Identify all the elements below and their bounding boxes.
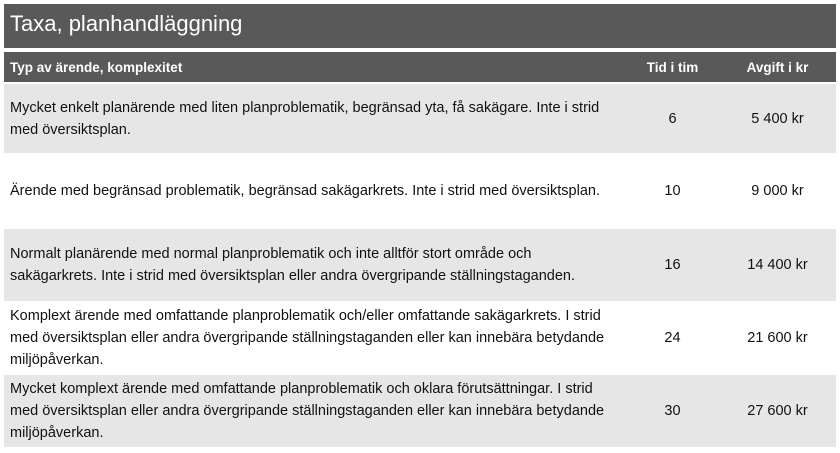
- cell-time: 24: [664, 330, 681, 346]
- header-fee: Avgift i kr: [746, 59, 809, 75]
- cell-type: Komplext ärende med omfattande planproblematik och/eller omfattande sakägarkrets. I strid med översiktsplan eller andra övergripande ställningstaganden eller kan innebära betydande miljöpåverkan.: [10, 308, 605, 368]
- table-row: [4, 82, 836, 153]
- cell-type: Normalt planärende med normal planproblematik och inte alltför stort område och sakägarkrets. Inte i strid med översiktsplan eller andra övergripande ställningstaganden.: [10, 246, 576, 284]
- table-row: [4, 301, 836, 373]
- cell-time: 6: [668, 110, 677, 127]
- cell-fee: 27 600 kr: [747, 403, 808, 419]
- table-title: Taxa, planhandläggning: [4, 4, 836, 48]
- header-type: Typ av ärende, komplexitet: [10, 59, 183, 75]
- cell-fee: 21 600 kr: [747, 330, 808, 346]
- cell-type: Mycket enkelt planärende med liten planproblematik, begränsad yta, få sakägare. Inte i strid med översiktsplan.: [10, 99, 600, 138]
- fee-table-container: [4, 4, 836, 447]
- cell-type: Ärende med begränsad problematik, begränsad sakägarkrets. Inte i strid med översiktsplan.: [10, 183, 600, 199]
- header-time: Tid i tim: [646, 59, 699, 75]
- table-row: [4, 153, 836, 227]
- cell-fee: 14 400 kr: [747, 257, 808, 273]
- cell-time: 30: [664, 403, 681, 419]
- cell-type: Mycket komplext ärende med omfattande planproblematik och oklara förutsättningar. I strid med översiktsplan eller andra övergripande ställningstaganden eller kan innebära betydande miljöpåverkan.: [10, 381, 605, 441]
- table-row: [4, 373, 836, 447]
- cell-time: 10: [664, 183, 681, 199]
- cell-time: 16: [664, 257, 681, 273]
- table-row: [4, 227, 836, 301]
- cell-fee: 5 400 kr: [751, 110, 804, 127]
- cell-fee: 9 000 kr: [751, 183, 804, 199]
- table-header-row: [4, 52, 836, 82]
